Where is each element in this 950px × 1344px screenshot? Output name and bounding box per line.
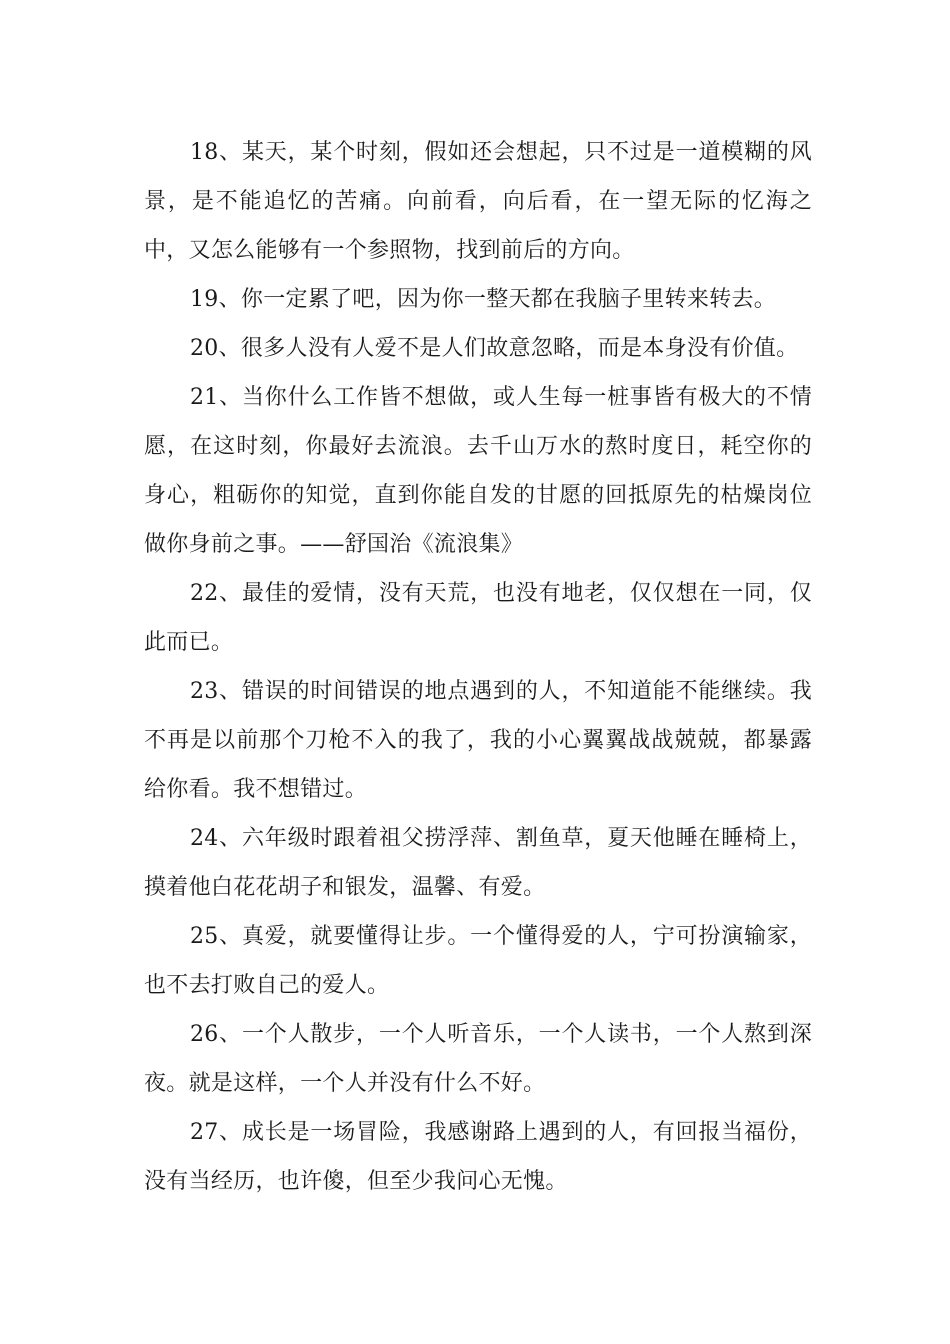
paragraph-23: 23、错误的时间错误的地点遇到的人，不知道能不能继续。我不再是以前那个刀枪不入的我了，我的小心翼翼战战兢兢，都暴露给你看。我不想错过。 bbox=[144, 679, 812, 802]
paragraph-21: 21、当你什么工作皆不想做，或人生每一桩事皆有极大的不情愿，在这时刻，你最好去流浪。去千山万水的熬时度日，耗空你的身心，粗砺你的知觉，直到你能自发的甘愿的回抵原先的枯燥岗位做你身前之事。——舒国治《流浪集》 bbox=[144, 385, 812, 557]
paragraph-24: 24、六年级时跟着祖父捞浮萍、割鱼草，夏天他睡在睡椅上，摸着他白花花胡子和银发，温馨、有爱。 bbox=[144, 826, 812, 900]
paragraph-27: 27、成长是一场冒险，我感谢路上遇到的人，有回报当福份，没有当经历，也许傻，但至少我问心无愧。 bbox=[144, 1120, 812, 1194]
paragraph-26: 26、一个人散步，一个人听音乐，一个人读书，一个人熬到深夜。就是这样，一个人并没有什么不好。 bbox=[144, 1022, 812, 1096]
paragraph-20: 20、很多人没有人爱不是人们故意忽略，而是本身没有价值。 bbox=[190, 336, 799, 361]
paragraph-18: 18、某天，某个时刻，假如还会想起，只不过是一道模糊的风景，是不能追忆的苦痛。向前看，向后看，在一望无际的忆海之中，又怎么能够有一个参照物，找到前后的方向。 bbox=[144, 140, 812, 263]
document-body bbox=[144, 128, 812, 1206]
paragraph-19: 19、你一定累了吧，因为你一整天都在我脑子里转来转去。 bbox=[190, 287, 777, 312]
paragraph-25: 25、真爱，就要懂得让步。一个懂得爱的人，宁可扮演输家，也不去打败自己的爱人。 bbox=[144, 924, 812, 998]
paragraph-22: 22、最佳的爱情，没有天荒，也没有地老，仅仅想在一同，仅此而已。 bbox=[144, 581, 812, 655]
